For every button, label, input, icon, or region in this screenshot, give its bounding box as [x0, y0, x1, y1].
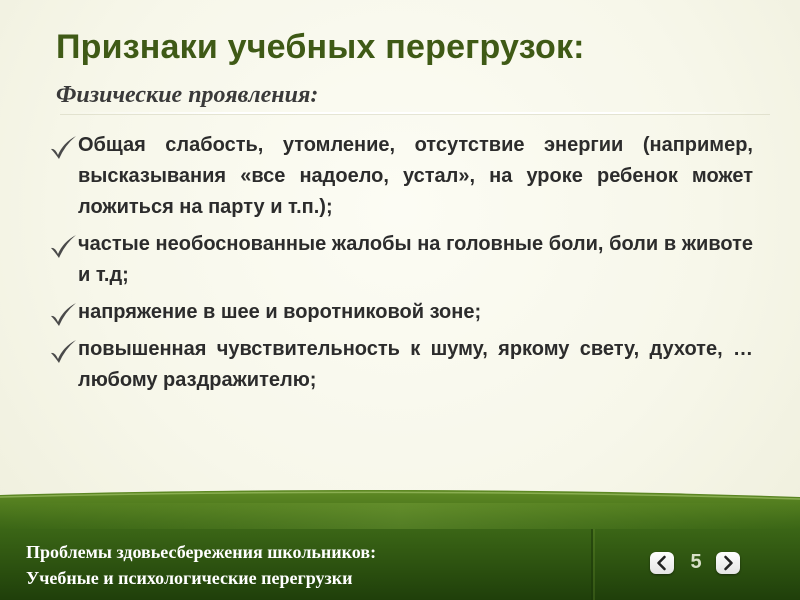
- check-icon: [48, 338, 78, 364]
- next-slide-button[interactable]: [716, 552, 740, 574]
- footer-bar: [0, 487, 800, 600]
- check-icon: [48, 301, 78, 327]
- page-number: 5: [690, 551, 702, 573]
- chevron-right-icon: [716, 552, 740, 574]
- footer-line-1: Проблемы здовьесбережения школьников:: [26, 542, 377, 562]
- chevron-left-icon: [650, 552, 674, 574]
- check-icon: [48, 134, 78, 160]
- prev-slide-button[interactable]: [650, 552, 674, 574]
- bullet-list: [48, 130, 753, 402]
- footer-caption: [26, 539, 376, 591]
- bullet-item: [48, 130, 753, 223]
- bullet-text: частые необоснованные жалобы на головные боли, боли в животе и т.д;: [78, 233, 753, 286]
- bullet-item: [48, 334, 753, 396]
- bullet-text: напряжение в шее и воротниковой зоне;: [78, 301, 482, 323]
- bullet-text: Общая слабость, утомление, отсутствие энергии (например, высказывания «все надоело, устал», на уроке ребенок может ложиться на парту и т.п.);: [78, 134, 753, 218]
- slide-subtitle: Физические проявления:: [56, 82, 319, 108]
- bullet-item: [48, 229, 753, 291]
- bullet-item: [48, 297, 753, 328]
- bullet-text: повышенная чувствительность к шуму, яркому свету, духоте, … любому раздражителю;: [78, 338, 753, 391]
- title-divider: [60, 112, 770, 114]
- slide-navigation: [650, 552, 742, 576]
- slide-title: Признаки учебных перегрузок:: [56, 28, 585, 66]
- check-icon: [48, 233, 78, 259]
- footer-line-2: Учебные и психологические перегрузки: [26, 568, 353, 588]
